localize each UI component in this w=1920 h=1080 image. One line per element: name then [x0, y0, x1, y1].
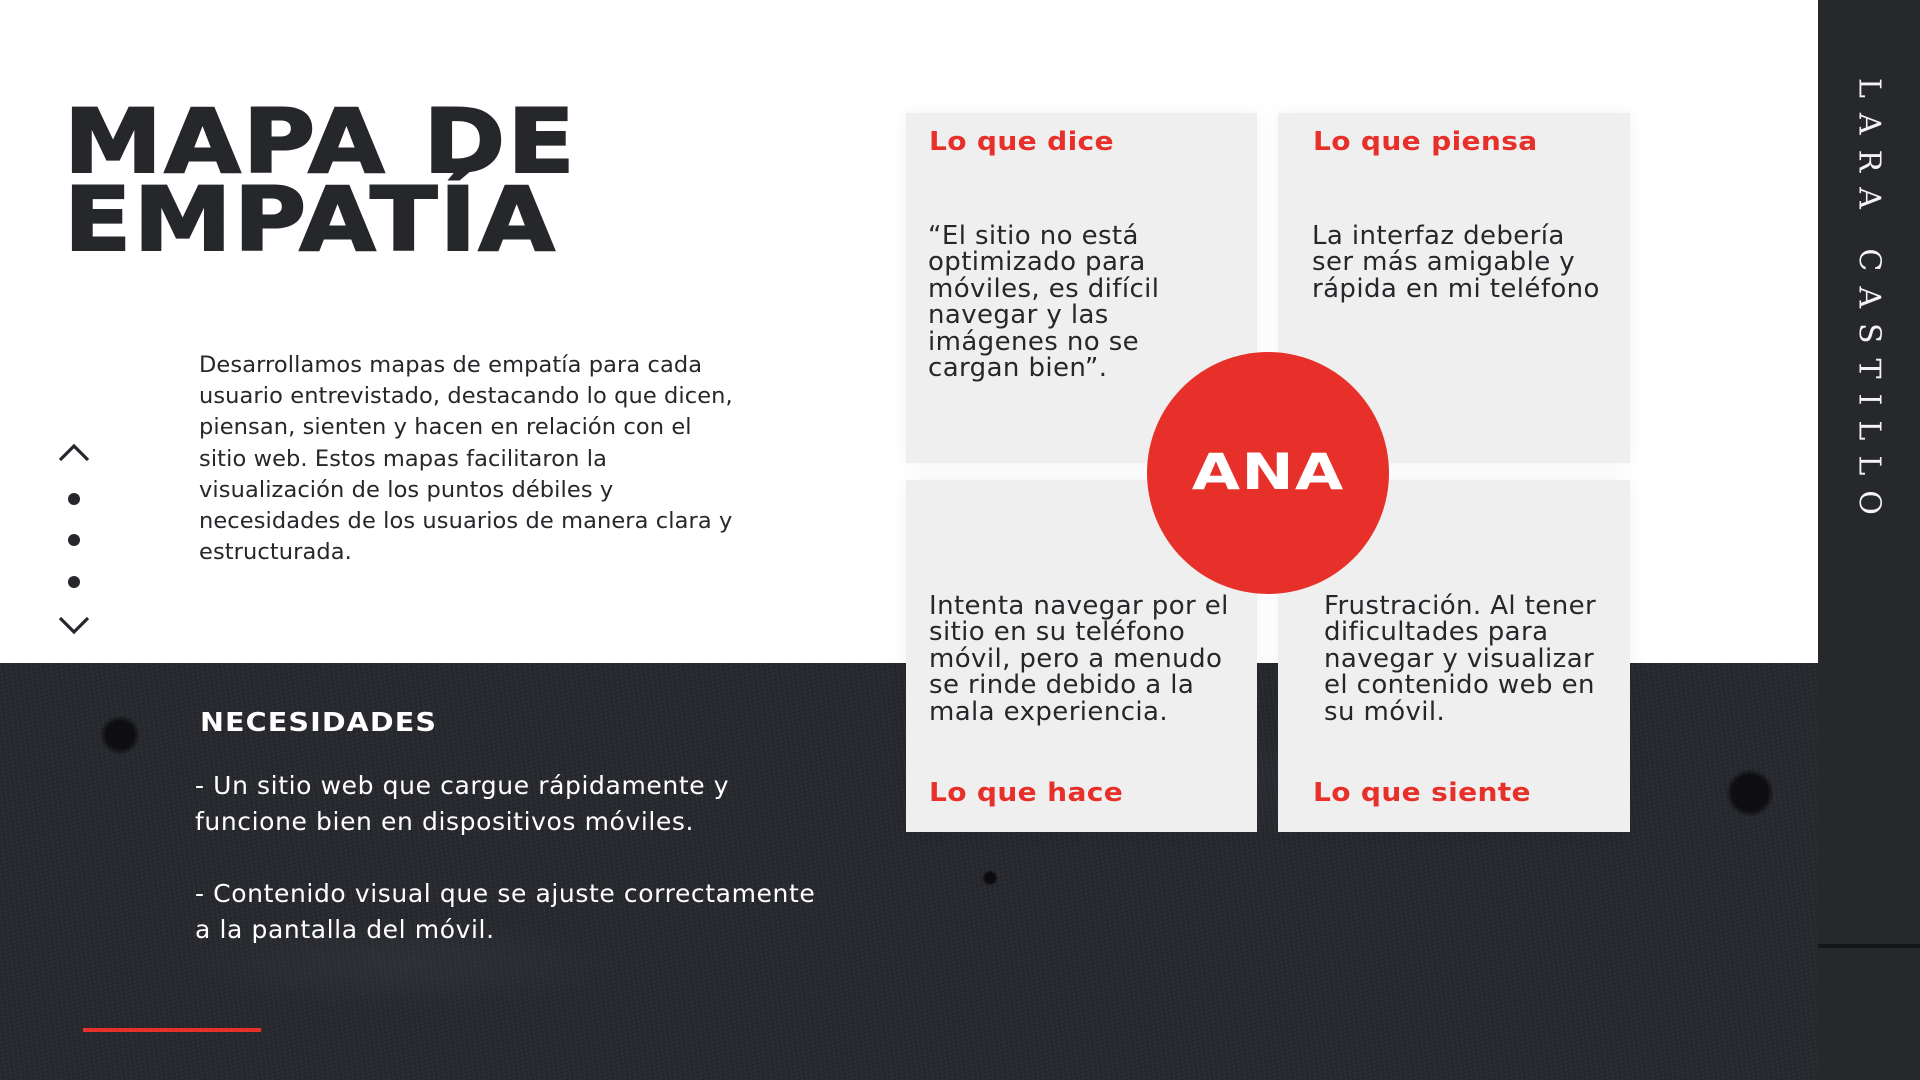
slide-navigation: [56, 436, 92, 646]
quadrant-text: Intenta navegar por el sitio en su teléfono móvil, pero a menudo se rinde debido a la mala experiencia.: [929, 591, 1229, 727]
persona-badge: [1147, 352, 1389, 594]
page-title: [64, 90, 577, 271]
nav-dot-1[interactable]: [68, 493, 80, 505]
intro-paragraph: Desarrollamos mapas de empatía para cada usuario entrevistado, destacando lo que dicen, piensan, sienten y hacen en relación con el sitio web. Estos mapas facilitaron la visualización de los puntos débiles y necesidades de los usuarios de manera clara y estructurada.: [199, 352, 733, 566]
page-title-line-2: EMPATÍA: [64, 168, 558, 271]
quadrant-text: Frustración. Al tener dificultades para navegar y visualizar el contenido web en su móvil.: [1324, 591, 1597, 727]
persona-name: ANA: [1191, 443, 1345, 501]
quadrant-heading: Lo que siente: [1313, 778, 1531, 808]
needs-title: NECESIDADES: [200, 708, 438, 738]
quadrant-heading: Lo que dice: [929, 127, 1114, 157]
needs-item: - Un sitio web que cargue rápidamente y funcione bien en dispositivos móviles.: [195, 771, 730, 836]
quadrant-text: La interfaz debería ser más amigable y rápida en mi teléfono: [1312, 221, 1600, 304]
chevron-up-icon[interactable]: [56, 440, 92, 464]
author-sidebar: [1818, 0, 1920, 1080]
sidebar-divider: [1818, 944, 1920, 948]
page-title-line-1: MAPA DE: [64, 90, 577, 193]
quadrant-heading: Lo que piensa: [1313, 127, 1538, 157]
nav-dot-3[interactable]: [68, 576, 80, 588]
quadrant-text: “El sitio no está optimizado para móviles, es difícil navegar y las imágenes no se cargan bien”.: [928, 221, 1160, 384]
needs-list: [195, 768, 835, 984]
author-name: LARA CASTILLO: [1851, 78, 1887, 530]
chevron-down-icon[interactable]: [56, 614, 92, 638]
accent-divider: [83, 1028, 261, 1032]
nav-dot-2[interactable]: [68, 534, 80, 546]
needs-item: - Contenido visual que se ajuste correctamente a la pantalla del móvil.: [195, 879, 816, 944]
quadrant-heading: Lo que hace: [929, 778, 1124, 808]
